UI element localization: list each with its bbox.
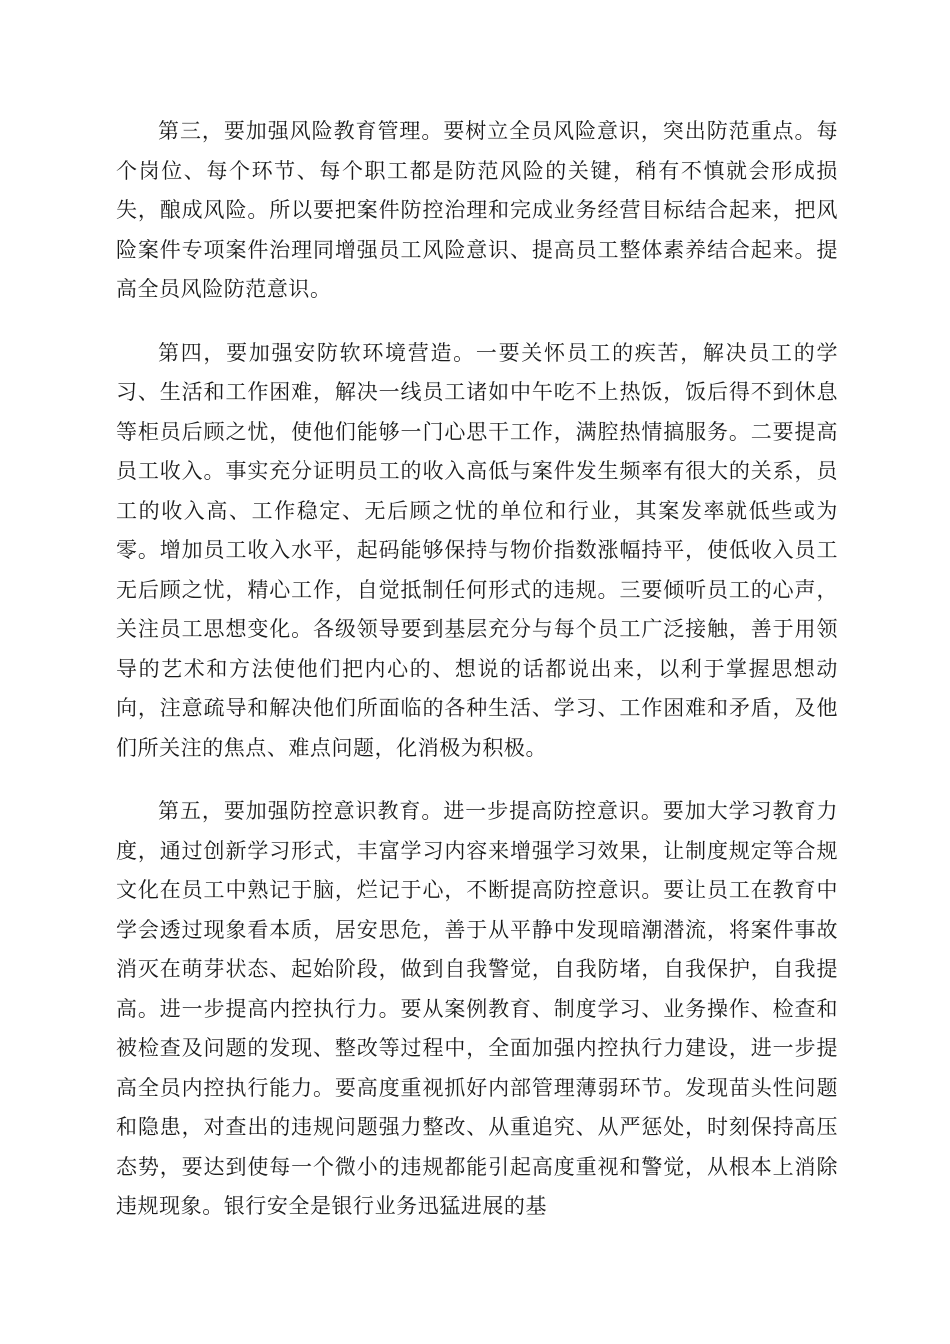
paragraph-fifth: 第五，要加强防控意识教育。进一步提高防控意识。要加大学习教育力度，通过创新学习形式，丰富学习内容来增强学习效果，让制度规定等合规文化在员工中熟记于脑，烂记于心，不断提高防控意识。要让员工在教育中学会透过现象看本质，居安思危，善于从平静中发现暗潮潜流，将案件事故消灭在萌芽状态、起始阶段，做到自我警觉，自我防堵，自我保护，自我提高。进一步提高内控执行力。要从案例教育、制度学习、业务操作、检查和被检查及问题的发现、整改等过程中，全面加强内控执行力建设，进一步提高全员内控执行能力。要高度重视抓好内部管理薄弱环节。发现苗头性问题和隐患，对查出的违规问题强力整改、从重追究、从严惩处，时刻保持高压态势，要达到使每一个微小的违规都能引起高度重视和警觉，从根本上消除违规现象。银行安全是银行业务迅猛进展的基 [116,799,838,1218]
paragraph-fourth: 第四，要加强安防软环境营造。一要关怀员工的疾苦，解决员工的学习、生活和工作困难，解决一线员工诸如中午吃不上热饭，饭后得不到休息等柜员后顾之忧，使他们能够一门心思干工作，满腔热情搞服务。二要提高员工收入。事实充分证明员工的收入高低与案件发生频率有很大的关系，员工的收入高、工作稳定、无后顾之忧的单位和行业，其案发率就低些或为零。增加员工收入水平，起码能够保持与物价指数涨幅持平，使低收入员工无后顾之忧，精心工作，自觉抵制任何形式的违规。三要倾听员工的心声，关注员工思想变化。各级领导要到基层充分与每个员工广泛接触，善于用领导的艺术和方法使他们把内心的、想说的话都说出来，以利于掌握思想动向，注意疏导和解决他们所面临的各种生活、学习、工作困难和矛盾，及他们所关注的焦点、难点问题，化消极为积极。 [116,340,838,760]
paragraph-third: 第三，要加强风险教育管理。要树立全员风险意识，突出防范重点。每个岗位、每个环节、每个职工都是防范风险的关键，稍有不慎就会形成损失，酿成风险。所以要把案件防控治理和完成业务经营目标结合起来，把风险案件专项案件治理同增强员工风险意识、提高员工整体素养结合起来。提高全员风险防范意识。 [116,119,838,301]
document-body [116,112,838,1251]
